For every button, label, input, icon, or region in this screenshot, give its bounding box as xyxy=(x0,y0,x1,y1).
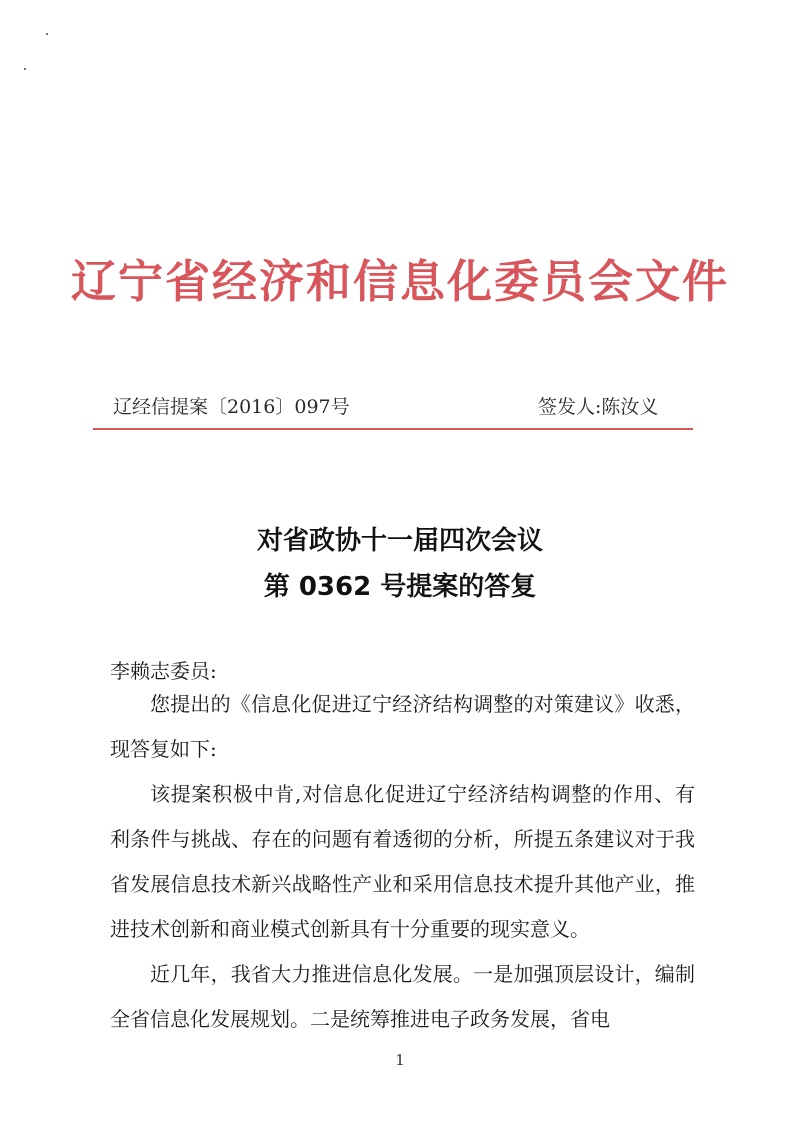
salutation: 李赖志委员: xyxy=(110,659,217,683)
document-title-line-1: 对省政协十一届四次会议 xyxy=(256,526,543,556)
document-title-line-2: 第 0362 号提案的答复 xyxy=(263,572,537,602)
page-number: 1 xyxy=(395,1051,405,1069)
document-number: 辽经信提案〔2016〕097号 xyxy=(113,396,350,418)
scan-speck xyxy=(24,68,26,70)
body-paragraph: 近几年，我省大力推进信息化发展。一是加强顶层设计，编制全省信息化发展规划。二是统筹推进电子政务发展，省电 xyxy=(110,962,695,1031)
red-separator-rule xyxy=(93,428,693,430)
scan-speck xyxy=(46,33,48,35)
issuing-organization-header: 辽宁省经济和信息化委员会文件 xyxy=(70,255,729,308)
body-paragraph: 您提出的《信息化促进辽宁经济结构调整的对策建议》收悉，现答复如下: xyxy=(110,692,695,761)
body-paragraph: 该提案积极中肯,对信息化促进辽宁经济结构调整的作用、有利条件与挑战、存在的问题有着透彻的分析，所提五条建议对于我省发展信息技术新兴战略性产业和采用信息技术提升其他产业，推进技术创新和商业模式创新具有十分重要的现实意义。 xyxy=(110,782,695,941)
signer: 签发人:陈汝义 xyxy=(538,396,659,418)
